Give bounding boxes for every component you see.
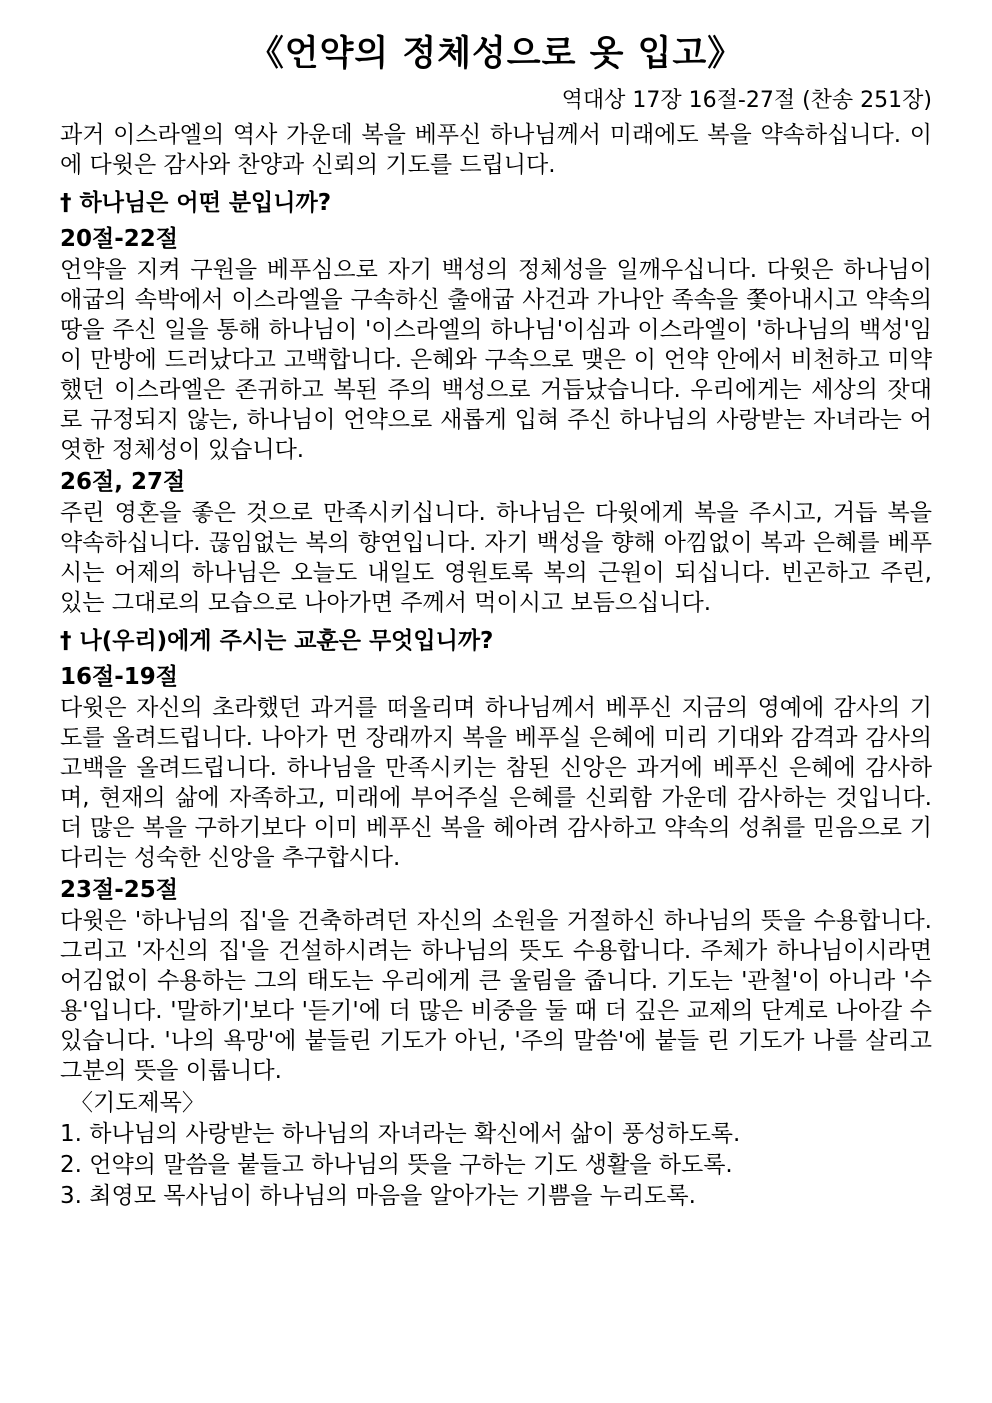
- verse-range-heading: 16절-19절: [60, 664, 178, 690]
- scripture-reference: 역대상 17장 16절-27절 (찬송 251장): [561, 88, 932, 113]
- intro-paragraph: 과거 이스라엘의 역사 가운데 복을 베푸신 하나님께서 미래에도 복을 약속하십니다. 이에 다윗은 감사와 찬양과 신뢰의 기도를 드립니다.: [60, 122, 932, 178]
- page-title: 《언약의 정체성으로 옷 입고》: [248, 34, 744, 74]
- prayer-item: 2. 언약의 말씀을 붙들고 하나님의 뜻을 구하는 기도 생활을 하도록.: [60, 1152, 733, 1178]
- prayer-item: 3. 최영모 목사님이 하나님의 마음을 알아가는 기쁨을 누리도록.: [60, 1183, 696, 1209]
- section-heading-lesson: † 나(우리)에게 주시는 교훈은 무엇입니까?: [60, 628, 494, 654]
- prayer-item: 1. 하나님의 사랑받는 하나님의 자녀라는 확신에서 삶이 풍성하도록.: [60, 1121, 741, 1147]
- section-heading-who-is-god: † 하나님은 어떤 분입니까?: [60, 190, 332, 216]
- verse-paragraph: 다윗은 자신의 초라했던 과거를 떠올리며 하나님께서 베푸신 지금의 영예에 감사의 기도를 올려드립니다. 나아가 먼 장래까지 복을 베푸실 은혜에 미리 기대와 감격과 감사의 고백을 올려드립니다. 하나님을 만족시키는 참된 신앙은 과거에 베푸신 은혜에 감사하며, 현재의 삶에 자족하고, 미래에 부어주실 은혜를 신뢰함 가운데 감사하는 것입니다. 더 많은 복을 구하기보다 이미 베푸신 복을 헤아려 감사하고 약속의 성취를 믿음으로 기다리는 성숙한 신앙을 추구합시다.: [60, 695, 932, 871]
- prayer-list-title: 〈기도제목〉: [70, 1090, 205, 1116]
- verse-paragraph: 언약을 지켜 구원을 베푸심으로 자기 백성의 정체성을 일깨우십니다. 다윗은 하나님이 애굽의 속박에서 이스라엘을 구속하신 출애굽 사건과 가나안 족속을 쫓아내시고 약속의 땅을 주신 일을 통해 하나님이 '이스라엘의 하나님'이심과 이스라엘이 '하나님의 백성'임이 만방에 드러났다고 고백합니다. 은혜와 구속으로 맺은 이 언약 안에서 비천하고 미약했던 이스라엘은 존귀하고 복된 주의 백성으로 거듭났습니다. 우리에게는 세상의 잣대로 규정되지 않는, 하나님이 언약으로 새롭게 입혀 주신 하나님의 사랑받는 자녀라는 어엿한 정체성이 있습니다.: [60, 257, 932, 463]
- verse-range-heading: 26절, 27절: [60, 469, 186, 495]
- verse-paragraph: 다윗은 '하나님의 집'을 건축하려던 자신의 소원을 거절하신 하나님의 뜻을 수용합니다. 그리고 '자신의 집'을 건설하시려는 하나님의 뜻도 수용합니다. 주체가 하나님이시라면 어김없이 수용하는 그의 태도는 우리에게 큰 울림을 줍니다. 기도는 '관철'이 아니라 '수용'입니다. '말하기'보다 '듣기'에 더 많은 비중을 둘 때 더 깊은 교제의 단계로 나아갈 수 있습니다. '나의 욕망'에 붙들린 기도가 아닌, '주의 말씀'에 붙들 린 기도가 나를 살리고 그분의 뜻을 이룹니다.: [60, 908, 932, 1084]
- verse-paragraph: 주린 영혼을 좋은 것으로 만족시키십니다. 하나님은 다윗에게 복을 주시고, 거듭 복을 약속하십니다. 끊임없는 복의 향연입니다. 자기 백성을 향해 아낌없이 복과 은혜를 베푸시는 어제의 하나님은 오늘도 내일도 영원토록 복의 근원이 되십니다. 빈곤하고 주린, 있는 그대로의 모습으로 나아가면 주께서 먹이시고 보듬으십니다.: [60, 500, 932, 616]
- verse-range-heading: 23절-25절: [60, 877, 178, 903]
- devotional-page: [60, 28, 932, 1212]
- verse-range-heading: 20절-22절: [60, 226, 178, 252]
